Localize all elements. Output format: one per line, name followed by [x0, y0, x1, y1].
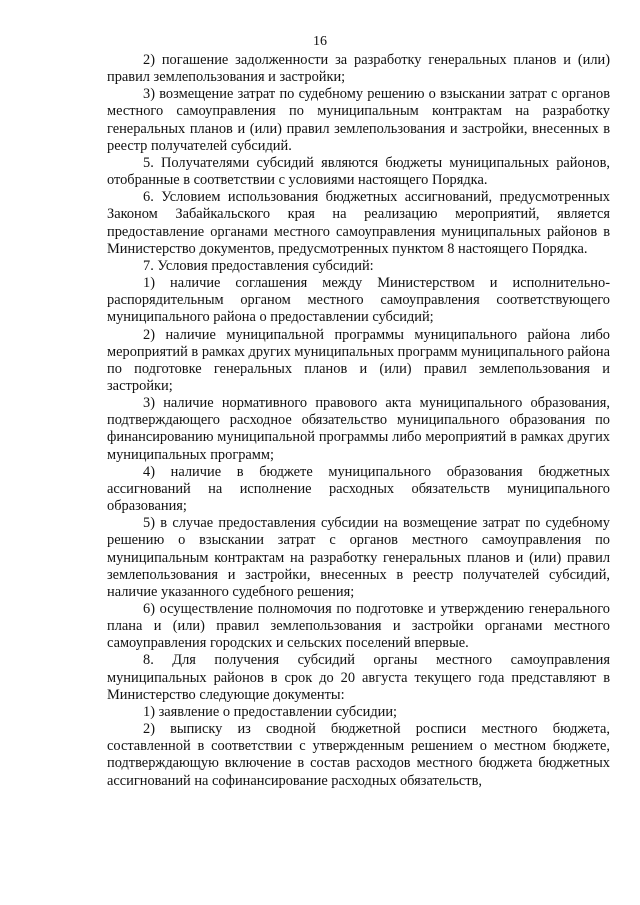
paragraph-3: 5. Получателями субсидий являются бюджеты муниципальных районов, отобранные в соответствии с условиями настоящего Порядка.	[107, 154, 610, 189]
paragraph-4: 6. Условием использования бюджетных ассигнований, предусмотренных Законом Забайкальского края на реализацию мероприятий, является предоставление органами местного самоуправления муниципальных районов в Министерство документов, предусмотренных пунктом 8 настоящего Порядка.	[107, 189, 610, 257]
paragraph-14: 2) выписку из сводной бюджетной росписи местного бюджета, составленной в соответствии с утвержденным решением о местном бюджете, подтверждающую включение в состав расходов местного бюджета бюджетных ассигнований на софинансирование расходных обязательств,	[107, 721, 610, 789]
paragraph-10: 5) в случае предоставления субсидии на возмещение затрат по судебному решению о взыскании затрат с органов местного самоуправления по муниципальным контрактам на разработку генеральных планов и (или) правил землепользования и застройки, внесенных в реестр получателей субсидий, наличие указанного судебного решения;	[107, 515, 610, 600]
paragraph-5: 7. Условия предоставления субсидий:	[143, 257, 374, 274]
paragraph-13: 1) заявление о предоставлении субсидии;	[143, 703, 398, 720]
paragraph-9: 4) наличие в бюджете муниципального образования бюджетных ассигнований на исполнение расходных обязательств муниципального образования;	[107, 463, 610, 515]
paragraph-1: 2) погашение задолженности за разработку генеральных планов и (или) правил землепользования и застройки;	[107, 52, 610, 86]
paragraph-6: 1) наличие соглашения между Министерством и исполнительно-распорядительным органом местного самоуправления соответствующего муниципального района о предоставлении субсидий;	[107, 275, 610, 326]
paragraph-2: 3) возмещение затрат по судебному решению о взыскании затрат с органов местного самоуправления по муниципальным контрактам на разработку генеральных планов и (или) правил землепользования и застройки, внесенных в реестр получателей субсидий.	[107, 86, 610, 154]
paragraph-8: 3) наличие нормативного правового акта муниципального образования, подтверждающего расходное обязательство муниципального образования по финансированию муниципальной программы либо мероприятий в рамках других муниципальных программ;	[107, 395, 610, 463]
document-body	[107, 52, 610, 790]
paragraph-7: 2) наличие муниципальной программы муниципального района либо мероприятий в рамках других муниципальных программ муниципального района по подготовке генеральных планов и (или) правил землепользования и застройки;	[107, 326, 610, 394]
paragraph-11: 6) осуществление полномочия по подготовке и утверждению генерального плана и (или) правил землепользования и застройки органами местного самоуправления городских и сельских поселений впервые.	[107, 601, 610, 652]
paragraph-12: 8. Для получения субсидий органы местного самоуправления муниципальных районов в срок до 20 августа текущего года представляют в Министерство следующие документы:	[107, 652, 610, 703]
page-number: 16	[313, 34, 327, 49]
